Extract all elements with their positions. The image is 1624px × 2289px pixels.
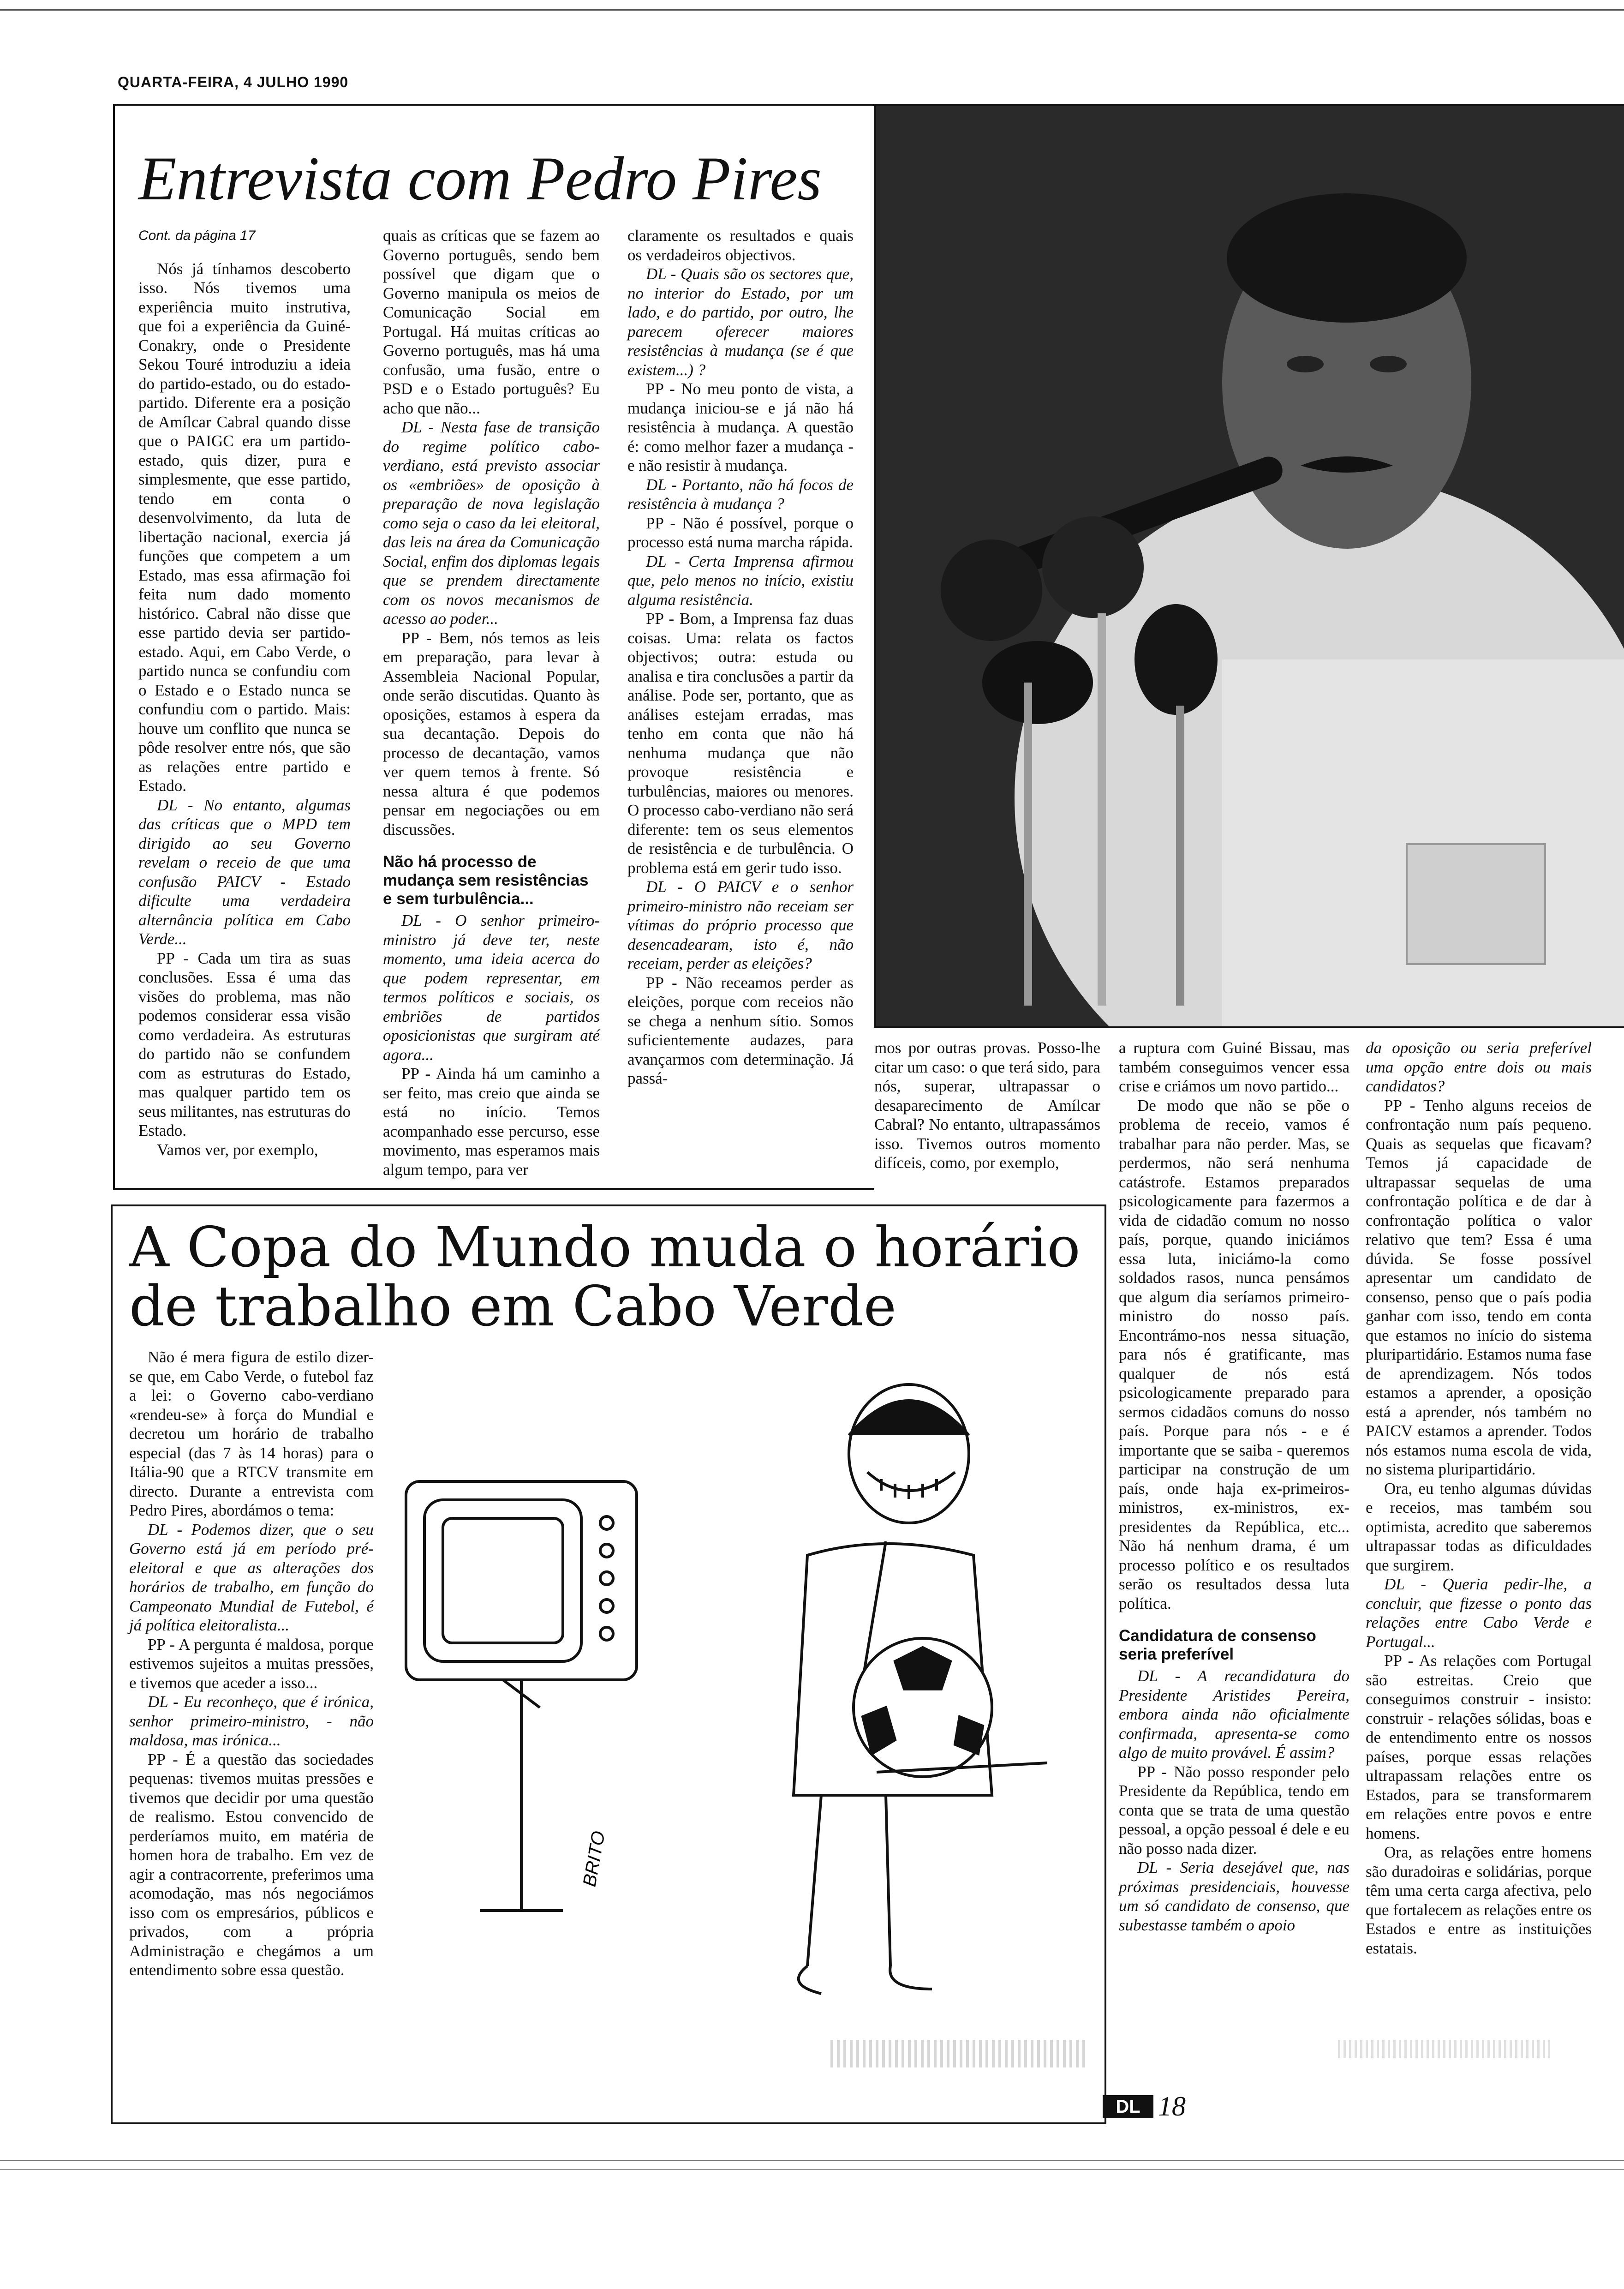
paragraph: Vamos ver, por exemplo, xyxy=(157,1140,318,1159)
photo-illustration xyxy=(876,106,1624,1026)
paragraph: PP - Bem, nós temos as leis em preparação, para levar à Assembleia Nacional Popular, onde serão discutidas. Quanto às oposições, estamos à espera da sua decantação. Depois do processo de decantação, vamos ver quem temos à frente. Só nessa altura é que podemos pensar em negociações ou em discussões. xyxy=(383,629,600,839)
page-number: 18 xyxy=(1158,2091,1186,2121)
bottom-rule xyxy=(0,2169,1624,2170)
print-smudge xyxy=(1338,2040,1550,2058)
copa-headline-line-1: A Copa do Mundo muda o horário xyxy=(129,1216,1081,1280)
question-paragraph: DL - Podemos dizer, que o seu Governo está já em período pré-eleitoral e que as alterações dos horários de trabalho, em função do Campeonato Mundial de Futebol, é já política eleitoralista... xyxy=(129,1520,374,1634)
print-smudge xyxy=(830,2040,1089,2067)
copa-headline-line-2: de trabalho em Cabo Verde xyxy=(129,1275,896,1339)
question-paragraph: DL - O senhor primeiro-ministro já deve ter, neste momento, uma ideia acerca do que podem representar, em termos políticos e sociais, os embriões de partidos oposicionistas que surgiram até agora... xyxy=(383,911,600,1064)
dateline: QUARTA-FEIRA, 4 JULHO 1990 xyxy=(118,74,349,90)
paragraph: PP - Não receamos perder as eleições, porque com receios não se chega a nenhum sítio. Somos suficientemente audazes, para avançarmos com determinação. Já passá- xyxy=(627,973,854,1087)
question-paragraph: DL - No entanto, algumas das críticas que o MPD tem dirigido ao seu Governo revelam o receio de que uma confusão PAICV - Estado dificulte uma verdadeira alternância política em Cabo Verde... xyxy=(138,796,351,948)
paragraph: PP - Não posso responder pelo Presidente da República, tendo em conta que se trata de uma questão pessoal, a opção pessoal é dele e eu não posso nada dizer. xyxy=(1119,1762,1349,1858)
interview-column-5 xyxy=(1119,1038,1349,1935)
copa-column xyxy=(129,1348,374,1980)
subheading: Não há processo de mudança sem resistências e sem turbulência... xyxy=(383,853,589,908)
paragraph: PP - Ainda há um caminho a ser feito, mas creio que ainda se está no início. Temos acompanhado esse percurso, esse movimento, mas esperamos mais algum tempo, para ver xyxy=(383,1065,600,1179)
paragraph: Ora, as relações entre homens são duradoiras e solidárias, porque têm uma certa carga afectiva, pelo que fortalecem as relações entre os Estados e entre as instituições estatais. xyxy=(1366,1843,1592,1957)
question-paragraph: DL - Seria desejável que, nas próximas presidenciais, houvesse um só candidato de consenso, que subestasse também o apoio xyxy=(1119,1858,1349,1934)
cartoon-illustration xyxy=(378,1357,1089,2049)
question-paragraph: DL - Certa Imprensa afirmou que, pelo menos no início, existiu alguma resistência. xyxy=(627,552,854,609)
question-paragraph: DL - Eu reconheço, que é irónica, senhor primeiro-ministro, - não maldosa, mas irónica... xyxy=(129,1693,374,1749)
paragraph: mos por outras provas. Posso-lhe citar um caso: o que terá sido, para nós, superar, ultrapassar o desaparecimento de Amílcar Cabral? No entanto, ultrapassámos isso. Tivemos outros momento difíceis, como, por exemplo, xyxy=(874,1039,1100,1172)
paragraph: a ruptura com Guiné Bissau, mas também conseguimos vencer essa crise e criámos um novo partido... xyxy=(1119,1039,1349,1095)
continued-note: Cont. da página 17 xyxy=(138,228,256,243)
paragraph: claramente os resultados e quais os verdadeiros objectivos. xyxy=(627,227,854,264)
interview-column-6 xyxy=(1366,1038,1592,1958)
paragraph: PP - As relações com Portugal são estreitas. Creio que conseguimos construir - insisto: construir - relações sólidas, boas e de entendimento entre os nossos países, porque essas relações ultrapassam relações entre os Estados, para se transformarem em relações entre povos e entre homens. xyxy=(1366,1652,1592,1842)
paragraph: quais as críticas que se fazem ao Governo português, sendo bem possível que digam que o Governo manipula os meios de Comunicação Social em Portugal. Há muitas críticas ao Governo português, mas há uma confusão, uma fusão, entre o PSD e o Estado português? Eu acho que não... xyxy=(383,227,600,417)
paragraph: PP - Tenho alguns receios de confrontação num país pequeno. Quais as sequelas que ficavam? Temos já capacidade de ultrapassar sequelas de uma confrontação política e de dar à confrontação política o valor relativo que tem? Essa é uma dúvida. Se fosse possível apresentar um candidato de consenso, penso que o país podia ganhar com isso, tendo em conta que estamos no início do sistema pluripartidário. Estamos numa fase de aprendizagem. Nós todos estamos a aprender, a oposição está a aprender, nós também no PAICV estamos a aprender. Todos nós estamos numa escola de vida, no sistema pluripartidário. xyxy=(1366,1096,1592,1478)
interview-column-4 xyxy=(874,1038,1100,1173)
bottom-rule xyxy=(0,2160,1624,2161)
question-paragraph: DL - Portanto, não há focos de resistência à mudança ? xyxy=(627,475,854,513)
cartoon-drawing xyxy=(378,1357,1089,2049)
interview-column-2 xyxy=(383,226,600,1179)
copa-headline xyxy=(129,1216,1081,1339)
dl-logo-icon xyxy=(1103,2095,1153,2118)
interview-title: Entrevista com Pedro Pires xyxy=(138,144,822,213)
logo-text: DL xyxy=(1116,2097,1140,2117)
paragraph: Nós já tínhamos descoberto isso. Nós tivemos uma experiência muito instrutiva, que foi a experiência da Guiné-Conakry, onde o Presidente Sekou Touré introduziu a ideia do partido-estado, ou do estado-partido. Diferente era a posição de Amílcar Cabral quando disse que o PAIGC era um partido-estado, quis dizer, pura e simplesmente, que esse partido, tendo em conta o desenvolvimento, da luta de libertação nacional, exercia já funções que competem a um Estado, mas essa afirmação foi feita num dado momento histórico. Cabral não disse que esse partido devia ser partido-estado. Aqui, em Cabo Verde, o partido nunca se confundiu com o Estado e o Estado nunca se confundiu com o partido. Mais: houve um conflito que nunca se pôde resolver entre nós, que são as relações entre partido e Estado. xyxy=(138,259,351,795)
subheading: Candidatura de consenso seria preferível xyxy=(1119,1627,1316,1663)
paragraph: PP - No meu ponto de vista, a mudança iniciou-se e já não há resistência à mudança. A questão é: como melhor fazer a mudança - e não resistir à mudança. xyxy=(627,380,854,474)
question-paragraph: DL - Nesta fase de transição do regime político cabo-verdiano, está previsto associar os «embriões» de oposição à preparação de nova legislação como seja o caso da lei eleitoral, das leis na área da Comunicação Social, enfim dos diplomas legais que se prendem directamente com os novos mecanismos de acesso ao poder... xyxy=(383,418,600,628)
pedro-pires-photo xyxy=(874,104,1624,1028)
paragraph: PP - Bom, a Imprensa faz duas coisas. Uma: relata os factos objectivos; outra: estuda ou analisa e tira conclusões a partir da análise. Pode ser, portanto, que as análises estejam erradas, mas tenho em conta que não há nenhuma mudança que não provoque resistência e turbulências, maiores ou menores. O processo cabo-verdiano não será diferente: tem os seus elementos de resistência e de turbulência. O problema está em gerir tudo isso. xyxy=(627,610,854,877)
paragraph: PP - Não é possível, porque o processo está numa marcha rápida. xyxy=(627,514,854,551)
paragraph: PP - Cada um tira as suas conclusões. Essa é uma das visões do problema, mas não podemos considerar essa visão como verdadeira. As estruturas do partido não se confundem com as estruturas do Estado, mas qualquer partido tem os seus militantes, nas estruturas do Estado. xyxy=(138,949,351,1139)
cartoon-signature: BRITO xyxy=(579,1829,609,1888)
top-rule xyxy=(0,9,1624,11)
interview-column-1 xyxy=(138,226,351,1159)
question-paragraph: DL - Quais são os sectores que, no interior do Estado, por um lado, e do partido, por outro, lhe parecem oferecer maiores resistências à mudança (se é que existem...) ? xyxy=(627,265,854,379)
question-paragraph: DL - A recandidatura do Presidente Aristides Pereira, embora ainda não oficialmente confirmada, apresenta-se como algo de muito provável. É assim? xyxy=(1119,1667,1349,1762)
paragraph: PP - A pergunta é maldosa, porque estivemos sujeitos a muitas pressões, e tivemos que aceder a isso... xyxy=(129,1635,374,1692)
interview-column-3 xyxy=(627,226,854,1088)
paragraph: PP - É a questão das sociedades pequenas: tivemos muitas pressões e tivemos que decidir por uma questão de realismo. Estou convencido de perderíamos muito, em matéria de homen hora de trabalho. Em vez de agir a contracorrente, preferimos uma acomodação, mas nós negociámos isso com os empresários, públicos e privados, com a própria Administração e chegámos a um entendimento sobre essa questão. xyxy=(129,1750,374,1979)
question-paragraph: da oposição ou seria preferível uma opção entre dois ou mais candidatos? xyxy=(1366,1039,1592,1095)
paragraph: Não é mera figura de estilo dizer-se que, em Cabo Verde, o futebol faz a lei: o Governo cabo-verdiano «rendeu-se» à força do Mundial e decretou um horário de trabalho especial (das 7 às 14 horas) para o Itália-90 que a RTCV transmite em directo. Durante a entrevista com Pedro Pires, abordámos o tema: xyxy=(129,1348,374,1519)
question-paragraph: DL - Queria pedir-lhe, a concluir, que fizesse o ponto das relações entre Cabo Verde e Portugal... xyxy=(1366,1575,1592,1651)
paragraph: Ora, eu tenho algumas dúvidas e receios, mas também sou optimista, acredito que saberemos ultrapassar todas as dificuldades que surgirem. xyxy=(1366,1479,1592,1574)
question-paragraph: DL - O PAICV e o senhor primeiro-ministro não receiam ser vítimas do próprio processo que desencadearam, isto é, não receiam, perder as eleições? xyxy=(627,878,854,972)
paragraph: De modo que não se põe o problema de receio, vamos é trabalhar para não perder. Mas, se perdermos, não será nenhuma catástrofe. Estamos preparados psicologicamente para fazermos a vida de cidadão comum no nosso país, porque, quando iniciámos essa luta, iniciámo-la como soldados rasos, nunca pensámos que algum dia seríamos primeiro-ministro do nosso país. Encontrámo-nos nessa situação, para nós é gratificante, mas qualquer de nós está psicologicamente preparado para sermos cidadãos comuns do nosso país. Porque para nós - e é importante que se saiba - queremos participar na construção de um país, onde haja ex-primeiros-ministros, ex-ministros, ex-presidentes da República, etc... Não há nenhum drama, é um processo político e os resultados serão os resultados dessa luta política. xyxy=(1119,1096,1349,1612)
